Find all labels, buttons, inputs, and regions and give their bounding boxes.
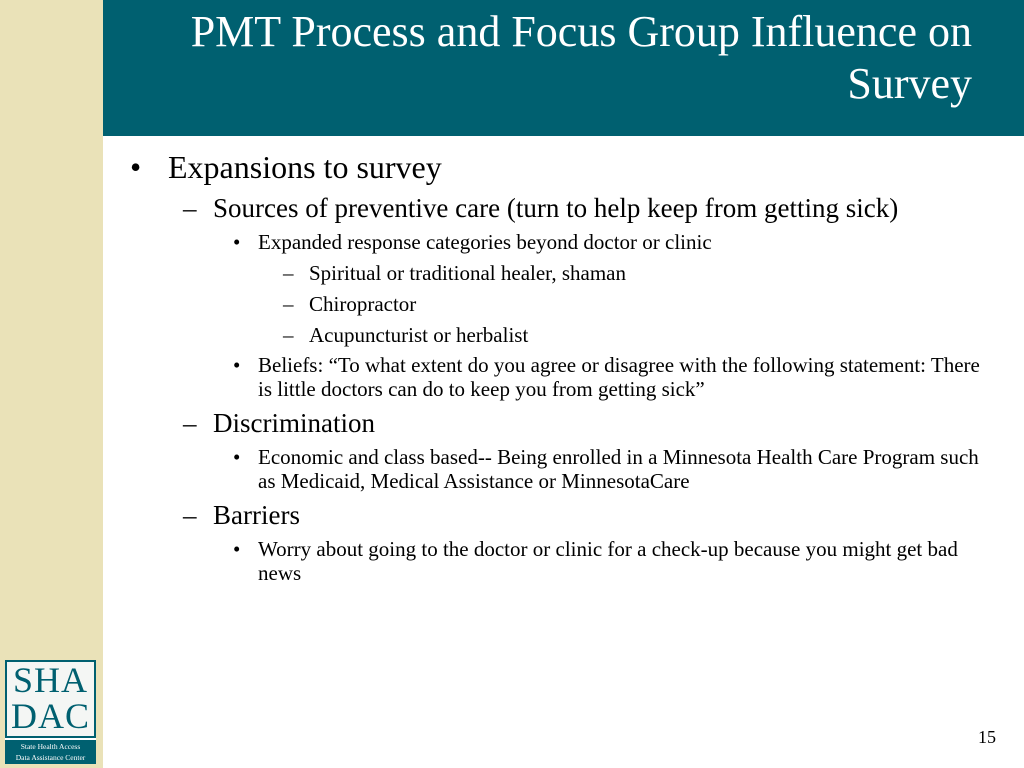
shadac-logo (5, 660, 96, 764)
bullet-expansions: • Expansions to survey (128, 148, 988, 186)
title-bar (103, 0, 1024, 136)
logo-band-line1: State Health Access (20, 742, 81, 751)
logo-band-line2: Data Assistance Center (15, 753, 86, 762)
logo-bottom-text: DAC (10, 696, 90, 736)
page-number: 15 (978, 727, 996, 747)
logo-top-text: SHA (12, 660, 89, 700)
bullet-barriers: – Barriers (128, 499, 988, 531)
bullet-sources: – Sources of preventive care (turn to help keep from getting sick) (128, 192, 988, 224)
bullet-expanded-categories: • Expanded response categories beyond doctor or clinic (128, 230, 988, 254)
bullet-discrimination: – Discrimination (128, 407, 988, 439)
left-sidebar (0, 0, 103, 768)
slide-content (128, 148, 988, 585)
slide-title: PMT Process and Focus Group Influence on Survey (190, 7, 972, 108)
bullet-worry: • Worry about going to the doctor or clinic for a check-up because you might get bad news (128, 537, 988, 585)
bullet-acupuncturist: – Acupuncturist or herbalist (128, 323, 988, 347)
bullet-chiropractor: – Chiropractor (128, 292, 988, 316)
bullet-beliefs: • Beliefs: “To what extent do you agree or disagree with the following statement: There is little doctors can do to keep you from getting sick” (128, 353, 988, 401)
bullet-economic: • Economic and class based-- Being enrolled in a Minnesota Health Care Program such as Medicaid, Medical Assistance or MinnesotaCare (128, 445, 988, 493)
bullet-spiritual-healer: – Spiritual or traditional healer, shaman (128, 261, 988, 285)
logo-band (5, 740, 96, 764)
logo-letters (5, 660, 96, 738)
